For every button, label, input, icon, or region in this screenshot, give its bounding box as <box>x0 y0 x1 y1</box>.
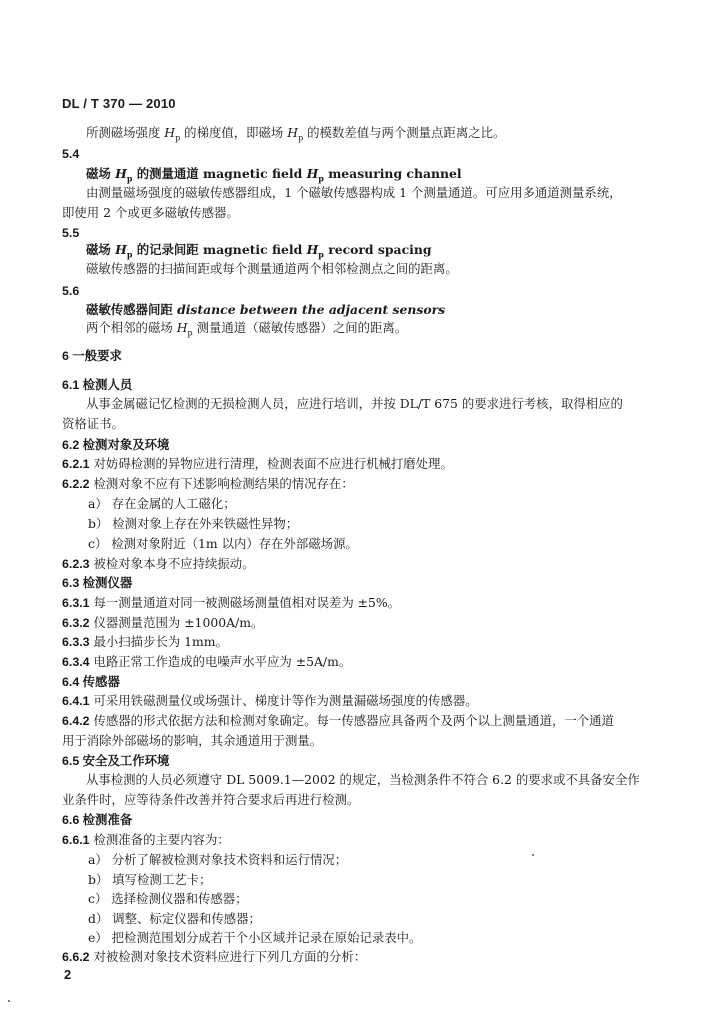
text-line <box>88 911 261 927</box>
text-run: measuring channel <box>323 166 462 181</box>
text-run: p <box>318 173 324 184</box>
text-line <box>86 261 458 277</box>
text-run: 检测对象不应有下述影响检测结果的情况存在： <box>89 476 354 491</box>
text-run: 的模数差值与两个测量点距离之比。 <box>303 125 506 140</box>
text-line <box>88 930 421 946</box>
text-line <box>62 416 124 432</box>
text-run: 6.4.2 <box>62 714 90 728</box>
text-run: 6.3.1 <box>62 596 90 610</box>
text-run: 从事检测的人员必须遵守 DL 5009.1—2002 的规定，当检测条件不符合 6.2 的要求或不具备安全作 <box>86 772 640 787</box>
text-line <box>86 242 432 262</box>
text-run: 电路正常工作造成的电噪声水平应为 ±5A/m。 <box>89 654 352 669</box>
text-line <box>62 205 239 221</box>
text-run: p <box>187 328 193 338</box>
text-line <box>62 225 79 241</box>
text-line <box>88 891 248 907</box>
text-line <box>86 302 445 318</box>
text-run: H <box>164 125 176 140</box>
text-run: 所测磁场强度 <box>86 125 165 140</box>
text-run: p <box>298 133 304 143</box>
text-run: 6.2.2 <box>62 477 90 491</box>
text-run: 即使用 2 个或更多磁敏传感器。 <box>62 205 239 220</box>
text-line <box>62 753 169 769</box>
text-run: 的记录间距 magnetic field <box>132 242 307 257</box>
text-run: 资格证书。 <box>62 416 124 431</box>
text-run: 被检对象本身不应持续振动。 <box>89 556 255 571</box>
text-run: 6.3.3 <box>62 635 90 649</box>
text-run: 两个相邻的磁场 <box>86 320 177 335</box>
text-run: 测量通道（磁敏传感器）之间的距离。 <box>192 320 408 335</box>
text-run: d） 调整、标定仪器和传感器； <box>88 911 261 926</box>
text-run: 仪器测量范围为 ±1000A/m。 <box>89 615 264 630</box>
text-run: 6.3 检测仪器 <box>62 576 133 590</box>
text-run: 用于消除外部磁场的影响，其余通道用于测量。 <box>62 733 323 748</box>
text-run: 从事金属磁记忆检测的无损检测人员，应进行培训，并按 DL/T 675 的要求进行考核，取得相应的 <box>86 396 623 411</box>
text-run: 5.5 <box>62 226 80 240</box>
text-line <box>62 634 228 650</box>
text-line <box>88 852 347 868</box>
text-run: 6.2.3 <box>62 557 90 571</box>
text-line <box>86 185 622 201</box>
text-line <box>62 713 614 729</box>
text-run: 6.2.1 <box>62 457 90 471</box>
text-line <box>62 949 366 965</box>
text-run: p <box>126 249 133 260</box>
text-run: c） 检测对象附近（1m 以内）存在外部磁场源。 <box>88 536 358 551</box>
text-run: 由测量磁场强度的磁敏传感器组成，1 个磁敏传感器构成 1 个测量通道。可应用多通道测量系统， <box>86 185 622 200</box>
text-run: 5.4 <box>62 147 80 161</box>
text-run: c） 选择检测仪器和传感器； <box>88 891 248 906</box>
text-line <box>88 872 211 888</box>
text-run: 的测量通道 magnetic field <box>132 166 307 181</box>
text-run: 6.5 安全及工作环境 <box>62 754 170 768</box>
text-line <box>62 476 354 492</box>
text-run: p <box>175 133 181 143</box>
text-line <box>62 456 453 472</box>
text-run: e） 把检测范围划分成若干个小区域并记录在原始记录表中。 <box>88 930 422 945</box>
text-run: H <box>306 166 319 181</box>
text-run: 6.1 检测人员 <box>62 378 133 392</box>
text-run: 检测准备的主要内容为： <box>89 832 230 847</box>
text-run: b） 检测对象上存在外来铁磁性异物； <box>88 516 299 531</box>
text-run: H <box>115 166 127 181</box>
text-line <box>62 377 132 393</box>
text-line <box>62 556 255 572</box>
text-run: 6.6.1 <box>62 833 90 847</box>
text-line <box>62 654 351 670</box>
text-line <box>86 320 407 341</box>
text-line <box>62 437 169 453</box>
text-line <box>62 792 359 808</box>
text-run: 业条件时，应等待条件改善并符合要求后再进行检测。 <box>62 792 360 807</box>
text-run: 每一测量通道对同一被测磁场测量值相对误差为 ±5%。 <box>89 595 401 610</box>
text-line <box>86 125 505 146</box>
text-run: b） 填写检测工艺卡； <box>88 872 212 887</box>
text-line <box>86 772 640 788</box>
text-run: 最小扫描步长为 1mm。 <box>89 634 228 649</box>
text-run: distance between the adjacent sensors <box>177 302 446 317</box>
text-line <box>62 146 79 162</box>
text-line <box>62 812 132 828</box>
text-line <box>62 693 478 709</box>
text-run: 6.4 传感器 <box>62 675 120 689</box>
text-run: H <box>287 125 299 140</box>
text-line <box>86 396 623 412</box>
text-run: 6.6.2 <box>62 950 90 964</box>
text-run: a） 分析了解被检测对象技术资料和运行情况； <box>88 852 348 867</box>
scan-speck <box>532 854 534 856</box>
text-run: H <box>115 242 127 257</box>
document-code-header: DL / T 370 — 2010 <box>62 96 176 111</box>
text-line <box>88 496 236 512</box>
text-run: H <box>306 242 319 257</box>
text-line <box>62 348 122 364</box>
text-run: 的梯度值，即磁场 <box>180 125 288 140</box>
text-line <box>88 536 358 552</box>
text-run: a） 存在金属的人工磁化； <box>88 496 236 511</box>
text-run: 对妨碍检测的异物应进行清理，检测表面不应进行机械打磨处理。 <box>89 456 453 471</box>
text-line <box>62 595 400 611</box>
text-run: record spacing <box>323 242 432 257</box>
text-run: p <box>126 173 133 184</box>
text-run: 磁敏传感器间距 <box>86 302 178 317</box>
text-run: 可采用铁磁测量仪或场强计、梯度计等作为测量漏磁场强度的传感器。 <box>89 693 478 708</box>
text-run: 磁场 <box>86 242 116 257</box>
text-line <box>62 615 263 631</box>
text-run: p <box>318 249 324 260</box>
text-run: 传感器的形式依据方法和检测对象确定。每一传感器应具备两个及两个以上测量通道，一个通道 <box>89 713 614 728</box>
text-line <box>88 516 298 532</box>
text-run: 6.2 检测对象及环境 <box>62 438 170 452</box>
scan-speck <box>8 1000 10 1002</box>
text-run: 磁场 <box>86 166 116 181</box>
text-run: 6.3.2 <box>62 616 90 630</box>
text-run: 6.3.4 <box>62 655 90 669</box>
text-run: 6.6 检测准备 <box>62 813 133 827</box>
text-line <box>62 674 120 690</box>
text-run: 磁敏传感器的扫描间距或每个测量通道两个相邻检测点之间的距离。 <box>86 261 458 276</box>
text-run: 6 一般要求 <box>62 349 122 363</box>
text-line <box>62 283 79 299</box>
text-line <box>62 733 322 749</box>
text-run: 5.6 <box>62 284 80 298</box>
page-number: 2 <box>64 967 72 982</box>
text-run: 6.4.1 <box>62 694 90 708</box>
text-line <box>62 575 132 591</box>
text-run: 对被检测对象技术资料应进行下列几方面的分析： <box>89 949 367 964</box>
text-line <box>86 166 462 186</box>
text-run: H <box>176 320 188 335</box>
text-line <box>62 832 230 848</box>
